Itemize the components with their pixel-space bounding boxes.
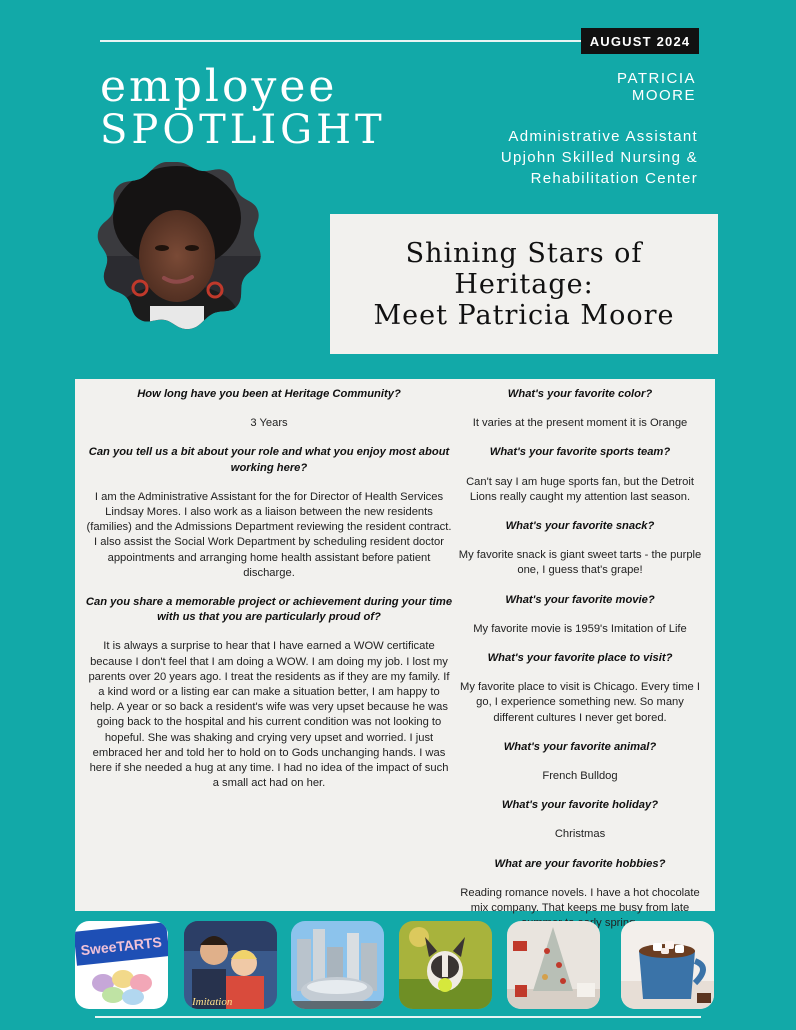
qa-item	[455, 798, 705, 842]
role-line-3: Rehabilitation Center	[530, 170, 698, 187]
top-divider	[100, 40, 582, 42]
employee-first-name: PATRICIA	[617, 70, 696, 87]
svg-text:SweeTARTS: SweeTARTS	[79, 933, 163, 959]
question: Can you share a memorable project or achievement during your time with us that you are particularly proud of?	[85, 596, 453, 624]
thumbnail-strip	[75, 921, 715, 1009]
qa-item	[455, 519, 705, 579]
interview-right-column	[455, 387, 705, 931]
answer: My favorite snack is giant sweet tarts - the purple one, I guess that's grape!	[458, 549, 702, 577]
question: What's your favorite place to visit?	[487, 652, 673, 665]
question: What's your favorite holiday?	[501, 799, 659, 812]
qa-item	[85, 595, 453, 791]
french-bulldog-image	[399, 921, 492, 1009]
role-line-1: Administrative Assistant	[508, 128, 698, 145]
qa-item	[455, 740, 705, 784]
imitation-of-life-poster	[184, 921, 277, 1009]
headline-line-2: Heritage:	[454, 268, 594, 300]
answer: French Bulldog	[542, 770, 618, 783]
interview-card	[75, 379, 715, 930]
answer: Reading romance novels. I have a hot chocolate mix company. That keeps me busy from late spring.	[460, 886, 700, 930]
christmas-tree-image	[507, 921, 600, 1009]
answer: It is always a surprise to hear that I have earned a WOW certificate because I don't feel that I am doing a WOW. I am doing my job. I lost my parents over 20 years ago. I treat the residents as if they are my family. If a kind word or a listing ear can make a situation better, I am happy to help. A year or so back a resident's wife was very upset because he was going back to the hospital and his current condition was not looking to hopeful. She was shaking and crying very upset and worried. I just embraced her and told her to hold on to Gods unchanging hands. I was here if she needed a hug at any time. I had no idea of the impact of such a small act had on her.	[88, 640, 450, 790]
question: How long have you been at Heritage Community?	[137, 388, 401, 400]
bottom-divider	[95, 1016, 701, 1018]
question: What's your favorite animal?	[503, 740, 657, 753]
hot-chocolate-image	[621, 921, 714, 1009]
employee-last-name: MOORE	[631, 87, 696, 104]
question: What's your favorite movie?	[505, 593, 655, 606]
employee-role	[438, 126, 698, 189]
headline-line-3: Meet Patricia Moore	[373, 299, 675, 331]
question: What's your favorite color?	[507, 388, 653, 400]
qa-item	[455, 445, 705, 505]
question: What's your favorite sports team?	[489, 446, 671, 459]
answer: My favorite movie is 1959's Imitation of Life	[473, 622, 687, 635]
headline-line-1: Shining Stars of	[405, 237, 643, 269]
sweet-tarts-image	[75, 921, 168, 1009]
title-employee: employee	[100, 61, 338, 112]
answer: Can't say I am huge sports fan, but the Detroit Lions really caught my attention last season.	[466, 475, 694, 503]
qa-item	[85, 387, 453, 431]
employee-photo	[88, 156, 266, 334]
question: What's your favorite snack?	[505, 520, 655, 533]
answer: 3 Years	[250, 417, 288, 430]
date-badge: AUGUST 2024	[581, 28, 699, 54]
chicago-bean-image	[291, 921, 384, 1009]
answer: My favorite place to visit is Chicago. Every time I go, I experience something new. So many different cultures I never get bored.	[460, 681, 700, 724]
qa-item	[85, 445, 453, 581]
qa-item	[455, 651, 705, 726]
answer: I am the Administrative Assistant for the for Director of Health Services Lindsay Mores. I also work as a liaison between the new residents (families) and the Admissions Department reviewing the resident contract. I also assist the Social Work Department by scheduling resident doctor appointments and arranging home health assistant before patient discharge.	[86, 490, 452, 579]
answer: It varies at the present moment it is Orange	[472, 417, 688, 430]
qa-item	[455, 387, 705, 431]
svg-text:Imitation: Imitation	[192, 996, 233, 1008]
headline-box	[330, 214, 718, 354]
answer: Christmas	[554, 828, 606, 841]
role-line-2: Upjohn Skilled Nursing &	[500, 149, 698, 166]
interview-left-column	[85, 387, 453, 791]
title-spotlight: SPOTLIGHT	[100, 107, 386, 153]
qa-item	[455, 593, 705, 637]
employee-name	[496, 70, 696, 104]
question: Can you tell us a bit about your role and what you enjoy most about working here?	[88, 446, 450, 474]
question: What are your favorite hobbies?	[494, 857, 666, 870]
